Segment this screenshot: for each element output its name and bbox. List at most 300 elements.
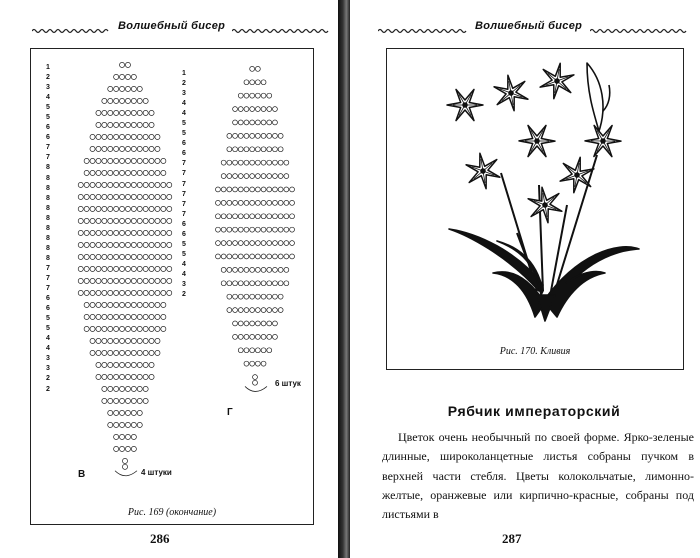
bead — [137, 422, 142, 427]
clivia-blossom — [540, 63, 574, 98]
row-number: 8 — [46, 214, 50, 222]
bead — [84, 278, 89, 283]
bead — [125, 314, 130, 319]
bead — [273, 160, 278, 165]
row-number: 6 — [182, 230, 186, 238]
bead — [238, 200, 243, 205]
bead — [284, 241, 289, 246]
bead — [155, 266, 160, 271]
bead — [149, 242, 154, 247]
bead — [84, 326, 89, 331]
bead — [261, 241, 266, 246]
bead — [131, 194, 136, 199]
row-number: 5 — [46, 325, 50, 333]
bead — [244, 147, 249, 152]
bead — [278, 281, 283, 286]
bead — [253, 380, 258, 385]
bead — [255, 93, 260, 98]
bead — [108, 170, 113, 175]
bead — [255, 294, 260, 299]
bead — [149, 218, 154, 223]
bead — [131, 302, 136, 307]
bead — [143, 194, 148, 199]
bead — [284, 267, 289, 272]
bead — [167, 230, 172, 235]
bead — [102, 386, 107, 391]
bead — [125, 446, 130, 451]
bead — [221, 254, 226, 259]
bead — [131, 338, 136, 343]
bead — [125, 338, 130, 343]
bead — [102, 350, 107, 355]
row-number: 2 — [46, 74, 50, 82]
bead — [102, 194, 107, 199]
body-text — [382, 428, 694, 524]
bead — [143, 146, 148, 151]
bead — [120, 266, 125, 271]
bead — [108, 146, 113, 151]
bead — [131, 146, 136, 151]
bead — [216, 227, 221, 232]
bead — [255, 160, 260, 165]
bead — [120, 398, 125, 403]
bead — [238, 308, 243, 313]
bead — [273, 187, 278, 192]
bead — [227, 214, 232, 219]
bead — [238, 147, 243, 152]
row-number: 8 — [46, 254, 50, 262]
bead — [227, 200, 232, 205]
row-number: 6 — [182, 220, 186, 228]
bead — [125, 218, 130, 223]
bead — [255, 80, 260, 85]
bead — [273, 241, 278, 246]
row-number: 6 — [182, 140, 186, 148]
row-number: 7 — [182, 210, 186, 218]
bead — [125, 434, 130, 439]
bead — [120, 446, 125, 451]
bead — [290, 227, 295, 232]
bead — [149, 254, 154, 259]
bead — [108, 86, 113, 91]
bead — [233, 254, 238, 259]
bead — [120, 278, 125, 283]
bead — [238, 214, 243, 219]
bead — [149, 158, 154, 163]
bead — [273, 214, 278, 219]
bead — [108, 302, 113, 307]
bead — [102, 326, 107, 331]
bead — [120, 146, 125, 151]
bead — [216, 214, 221, 219]
bead — [131, 98, 136, 103]
bead — [278, 160, 283, 165]
bead — [250, 267, 255, 272]
row-number: 7 — [182, 180, 186, 188]
figure-169-frame — [30, 48, 314, 525]
bead — [250, 133, 255, 138]
bead — [267, 334, 272, 339]
bead — [84, 218, 89, 223]
clivia-blossom — [519, 125, 555, 156]
bead — [143, 374, 148, 379]
decorative-wave-line — [32, 28, 110, 34]
bead — [161, 170, 166, 175]
bead — [108, 290, 113, 295]
bead — [273, 254, 278, 259]
bead — [233, 214, 238, 219]
bead — [278, 133, 283, 138]
bead — [102, 314, 107, 319]
bead — [250, 294, 255, 299]
row-number: 6 — [46, 124, 50, 132]
bead — [84, 206, 89, 211]
bead — [149, 362, 154, 367]
bead — [108, 326, 113, 331]
bead — [250, 254, 255, 259]
row-number: 4 — [46, 345, 50, 353]
running-header-title: Волшебный бисер — [475, 20, 583, 32]
bead — [143, 362, 148, 367]
clivia-blossom — [447, 89, 483, 120]
bead — [120, 350, 125, 355]
bead — [96, 254, 101, 259]
bead — [244, 187, 249, 192]
bead — [125, 182, 130, 187]
bead — [90, 182, 95, 187]
bead — [131, 410, 136, 415]
row-number: 4 — [182, 110, 186, 118]
bead — [102, 338, 107, 343]
bead — [155, 158, 160, 163]
bead — [244, 93, 249, 98]
bead — [261, 267, 266, 272]
figure-170-caption: Рис. 170. Кливия — [499, 346, 571, 357]
bead — [161, 194, 166, 199]
bead — [155, 290, 160, 295]
bead — [149, 290, 154, 295]
diagram-v-label: В — [78, 469, 86, 480]
bead — [78, 182, 83, 187]
bead — [233, 241, 238, 246]
bead — [284, 281, 289, 286]
bead — [149, 314, 154, 319]
bead — [137, 242, 142, 247]
bead — [108, 98, 113, 103]
bead — [84, 194, 89, 199]
bead — [261, 80, 266, 85]
bead — [149, 350, 154, 355]
bead — [137, 278, 142, 283]
bead — [131, 110, 136, 115]
bead — [255, 120, 260, 125]
bead — [84, 314, 89, 319]
bead — [96, 218, 101, 223]
bead — [120, 242, 125, 247]
bead — [255, 66, 260, 71]
bead — [131, 422, 136, 427]
bead — [284, 214, 289, 219]
bead — [250, 361, 255, 366]
bead — [278, 187, 283, 192]
bead — [102, 182, 107, 187]
bead — [244, 227, 249, 232]
bead — [114, 386, 119, 391]
row-number: 8 — [46, 224, 50, 232]
bead — [250, 174, 255, 179]
bead — [284, 200, 289, 205]
bead — [161, 158, 166, 163]
bead — [114, 170, 119, 175]
bead — [114, 266, 119, 271]
bead — [216, 241, 221, 246]
bead — [244, 267, 249, 272]
clivia-blossom — [560, 157, 594, 192]
row-number: 7 — [182, 200, 186, 208]
bead — [90, 206, 95, 211]
bead — [131, 158, 136, 163]
bead — [137, 386, 142, 391]
bead — [131, 278, 136, 283]
bead — [161, 266, 166, 271]
bead — [137, 158, 142, 163]
bead — [78, 218, 83, 223]
row-number: 4 — [182, 270, 186, 278]
bead — [125, 386, 130, 391]
bead — [120, 374, 125, 379]
bead — [125, 398, 130, 403]
bead — [102, 278, 107, 283]
bead — [267, 348, 272, 353]
bead — [255, 361, 260, 366]
bead — [108, 266, 113, 271]
bead — [227, 267, 232, 272]
bead — [155, 182, 160, 187]
bead — [114, 314, 119, 319]
bead — [131, 362, 136, 367]
diagram-g-label: Г — [227, 407, 233, 418]
bead — [78, 230, 83, 235]
bead — [238, 120, 243, 125]
bead — [233, 160, 238, 165]
bead — [131, 326, 136, 331]
bead — [261, 107, 266, 112]
bead — [161, 230, 166, 235]
bead — [131, 266, 136, 271]
bead — [114, 230, 119, 235]
bead — [90, 278, 95, 283]
row-number: 7 — [46, 264, 50, 272]
bead — [102, 206, 107, 211]
bead — [161, 302, 166, 307]
bead — [278, 308, 283, 313]
bead — [96, 374, 101, 379]
bead — [131, 254, 136, 259]
bead — [261, 281, 266, 286]
bead — [143, 254, 148, 259]
bead — [250, 214, 255, 219]
bead — [278, 147, 283, 152]
bead — [149, 374, 154, 379]
bead — [250, 80, 255, 85]
bead — [250, 308, 255, 313]
bead — [255, 133, 260, 138]
bead — [227, 227, 232, 232]
bead — [155, 146, 160, 151]
bead — [108, 350, 113, 355]
bead — [233, 267, 238, 272]
bead — [155, 326, 160, 331]
right-page — [350, 0, 700, 558]
bead — [114, 302, 119, 307]
bead — [96, 182, 101, 187]
bead — [161, 254, 166, 259]
bead — [238, 160, 243, 165]
bead — [90, 266, 95, 271]
bead — [149, 122, 154, 127]
bead — [114, 434, 119, 439]
row-number: 5 — [182, 250, 186, 258]
bead — [102, 98, 107, 103]
row-number: 2 — [182, 291, 186, 299]
beadwork-diagram-g — [215, 65, 295, 400]
row-number: 8 — [46, 184, 50, 192]
bead — [131, 242, 136, 247]
bead — [155, 134, 160, 139]
bead — [155, 302, 160, 307]
bead — [131, 434, 136, 439]
bead — [90, 290, 95, 295]
bead — [114, 122, 119, 127]
bead — [273, 267, 278, 272]
bead — [238, 294, 243, 299]
bead — [233, 294, 238, 299]
bead — [137, 134, 142, 139]
bead — [90, 326, 95, 331]
bead — [78, 254, 83, 259]
row-number: 5 — [182, 130, 186, 138]
bead — [255, 147, 260, 152]
bead — [78, 290, 83, 295]
bead — [131, 218, 136, 223]
bead — [261, 294, 266, 299]
decorative-wave-line — [232, 28, 330, 34]
bead — [137, 98, 142, 103]
bead — [255, 174, 260, 179]
bead — [137, 410, 142, 415]
bead — [161, 218, 166, 223]
left-running-header — [28, 20, 328, 36]
bead — [143, 398, 148, 403]
bead — [233, 187, 238, 192]
bead — [255, 267, 260, 272]
row-number: 7 — [46, 154, 50, 162]
bead — [161, 278, 166, 283]
bead — [267, 174, 272, 179]
bead — [227, 294, 232, 299]
bead — [125, 194, 130, 199]
bead — [267, 160, 272, 165]
row-number: 8 — [46, 174, 50, 182]
bead — [278, 174, 283, 179]
row-number: 8 — [46, 244, 50, 252]
bead — [131, 182, 136, 187]
bead — [149, 134, 154, 139]
bead — [290, 254, 295, 259]
bead — [143, 134, 148, 139]
bead — [290, 214, 295, 219]
bead — [167, 194, 172, 199]
bead — [125, 110, 130, 115]
bead — [114, 422, 119, 427]
bead — [131, 386, 136, 391]
row-number: 7 — [182, 190, 186, 198]
bead — [108, 422, 113, 427]
bead — [167, 254, 172, 259]
bead — [102, 218, 107, 223]
bead — [137, 302, 142, 307]
bead — [114, 362, 119, 367]
row-number: 1 — [182, 70, 186, 77]
bead — [167, 182, 172, 187]
bead — [149, 302, 154, 307]
bead — [221, 187, 226, 192]
bead — [108, 110, 113, 115]
bead — [290, 200, 295, 205]
bead — [143, 326, 148, 331]
bead — [102, 134, 107, 139]
bead — [108, 374, 113, 379]
bead — [238, 227, 243, 232]
bead — [284, 174, 289, 179]
bead — [125, 206, 130, 211]
bead — [161, 182, 166, 187]
row-number: 3 — [46, 365, 50, 373]
bead — [273, 227, 278, 232]
row-number: 5 — [46, 315, 50, 323]
bead — [261, 200, 266, 205]
bead — [267, 120, 272, 125]
bead — [137, 218, 142, 223]
bead — [233, 227, 238, 232]
bead — [250, 241, 255, 246]
bead — [161, 314, 166, 319]
bead — [114, 206, 119, 211]
bead — [114, 242, 119, 247]
bead — [114, 410, 119, 415]
bead — [102, 398, 107, 403]
bead — [284, 254, 289, 259]
bead — [149, 170, 154, 175]
bead — [84, 302, 89, 307]
bead — [216, 187, 221, 192]
bead — [216, 200, 221, 205]
bead — [250, 93, 255, 98]
bead — [131, 350, 136, 355]
bead — [90, 230, 95, 235]
row-number: 7 — [46, 274, 50, 282]
bead — [90, 170, 95, 175]
bead — [120, 170, 125, 175]
bead — [167, 290, 172, 295]
bead — [108, 314, 113, 319]
bead — [137, 230, 142, 235]
bead — [114, 74, 119, 79]
bead — [244, 334, 249, 339]
bead — [244, 160, 249, 165]
bead — [125, 230, 130, 235]
bead — [120, 98, 125, 103]
